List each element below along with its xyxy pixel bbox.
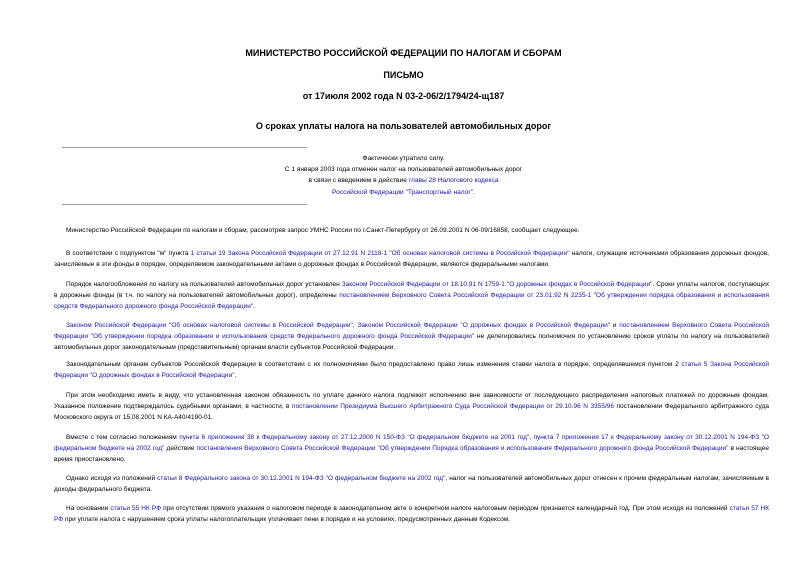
- paragraph: [54, 432, 769, 465]
- document-link[interactable]: Законом Российской Федерации от 18.10.91 N 1759-1 "О дорожных фондах в Российской Федерации": [341, 281, 653, 288]
- paragraph-text: .: [234, 372, 237, 379]
- status-note-line3: [0, 175, 807, 186]
- document-type: ПИСЬМО: [383, 70, 424, 80]
- paragraph-text: при отсутствии прямого указания о налоговом периоде в законодательном акте о конкретном налоге налоговым периодом признается календарный год. При этом исходя из положений: [161, 505, 730, 512]
- transport-tax-link[interactable]: Российской Федерации "Транспортный налог": [332, 188, 474, 196]
- document-link[interactable]: постановлением Верховного Совета Российской Федерации "Об утверждении порядка образования и использования средств Федерального дорожного фонда Российской Федерации": [54, 322, 770, 340]
- status-note-line4-suffix: .: [473, 188, 475, 196]
- paragraph-text: В соответствии с подпунктом "м" пункта: [66, 250, 191, 257]
- top-divider: [62, 147, 307, 148]
- document-link[interactable]: пункта 6 приложения 38 к Федеральному закону от 27.12.2000 N 150-ФЗ "О федеральном бюджете на 2001 год": [179, 434, 530, 441]
- paragraph-text: Вместе с тем согласно положениям: [66, 434, 180, 441]
- status-note-line2: С 1 января 2003 года отменен налог на пользователей автомобильных дорог: [284, 166, 523, 174]
- paragraph-text: При этом необходимо иметь в виду, что установленная законом обязанность по уплате данного налога подлежит исполнению вне зависимости от последующего распределения налоговых платежей по дорожным фондам. Указанное положение подтверждалось судебными органами, в частности, в: [54, 392, 769, 410]
- paragraph-text: постановлении Федерального арбитражного суда Московского округа от 15.08.2001 N КА-А40/4190-01.: [54, 403, 769, 421]
- document-link[interactable]: статьи 5 Закона Российской Федерации "О дорожных фондах в Российской Федерации": [54, 361, 769, 379]
- paragraph-text: Однако исходя из положений: [66, 475, 158, 482]
- document-link[interactable]: Законом Российской Федерации "Об основах налоговой системы в Российской Федерации": [66, 322, 353, 329]
- status-note-line3-text: в связи с введением в действие: [308, 177, 409, 185]
- paragraph-text: . Сроки уплаты налогов, поступающих в дорожные фонды (в т.ч. по налогу на пользователей автомобильных дорог), определены: [54, 281, 769, 299]
- document-link[interactable]: пункта 7 приложения 17 к Федеральному закону от 30.12.2001 N 194-ФЗ "О федеральном бюджете на 2002 год": [54, 434, 769, 452]
- status-note-line1: Фактически утратило силу.: [362, 155, 445, 162]
- paragraph-text: ,: [529, 434, 534, 441]
- paragraph: [54, 503, 769, 525]
- paragraph: [54, 279, 769, 312]
- paragraph-text: не делегировались полномочия по установлению сроков уплаты по налогу на пользователей автомобильных дорог законодательным (представительным) органам власти субъектов Российской Федерации.: [54, 333, 769, 351]
- paragraph: [54, 390, 769, 423]
- document-link[interactable]: статьи 57 НК РФ: [54, 505, 769, 523]
- bottom-divider: [62, 204, 307, 205]
- paragraph-text: Законодательным органам субъектов Российской Федерации в соответствии с их полномочиями было предоставлено право лишь изменения ставки налога в порядке, определявшемся пунктом 2: [66, 361, 682, 368]
- document-link[interactable]: статьи 55 НК РФ: [110, 505, 162, 512]
- paragraph-text: Порядок налогообложения по налогу на пользователей автомобильных дорог установлен: [66, 281, 342, 288]
- paragraph: [54, 248, 769, 270]
- paragraph: [54, 225, 769, 236]
- document-link[interactable]: статьи 8 Федерального закона от 30.12.2001 N 194-ФЗ "О федеральном бюджете на 2002 год": [157, 475, 446, 482]
- paragraph-text: Министерство Российской Федерации по налогам и сборам, рассмотрев запрос УМНС России по г.Санкт-Петербургу от 26.09.2001 N 06-09/16858, сообщает следующее.: [66, 227, 580, 234]
- document-link[interactable]: 1 статьи 19 Закона Российской Федерации от 27.12.91 N 2118-1 "Об основах налоговой системы в Российской Федерации": [190, 250, 570, 257]
- ministry-title: МИНИСТЕРСТВО РОССИЙСКОЙ ФЕДЕРАЦИИ ПО НАЛОГАМ И СБОРАМ: [245, 48, 562, 58]
- document-date-number: от 17июля 2002 года N 03-2-06/2/1794/24-щ187: [302, 91, 505, 101]
- document-link[interactable]: постановлением Верховного Совета Российской Федерации от 23.01.92 N 2235-1 "Об утверждении порядка образования и использования средств Федерального дорожного фонда Российской Федерации": [54, 292, 769, 310]
- document-subject: О сроках уплаты налога на пользователей автомобильных дорог: [255, 121, 552, 131]
- document-link[interactable]: постановлении Президиума Высшего Арбитражного Суда Российской Федерации от 29.10.96 N 3355/96: [292, 403, 614, 410]
- paragraph: [54, 473, 769, 495]
- status-note-line4: [0, 187, 807, 198]
- paragraph-text: .: [253, 303, 256, 310]
- paragraph-text: ,: [352, 322, 358, 329]
- paragraph-text: при уплате налога с нарушением срока уплаты налогоплательщик уплачивает пени в порядке и на условиях, предусмотренных данным Кодексом.: [63, 516, 511, 523]
- paragraph-text: действие: [164, 445, 197, 452]
- status-note: [0, 153, 807, 198]
- document-link[interactable]: Законом Российской Федерации "О дорожных фондах в Российской Федерации": [357, 322, 611, 329]
- paragraph: [54, 359, 769, 381]
- paragraph-text: , налог на пользователей автомобильных дорог отнесен к прочим федеральным налогам, зачисляемым в доходы федерального бюджета.: [54, 475, 769, 493]
- tax-code-chapter-28-link[interactable]: главы 28 Налогового кодекса: [408, 177, 499, 185]
- paragraph-text: в настоящее время приостановлено.: [54, 445, 770, 463]
- paragraph-text: На основании: [66, 505, 111, 512]
- paragraph: [54, 320, 769, 353]
- paragraph-text: и: [610, 322, 620, 329]
- paragraph-text: налоги, служащие источниками образования дорожных фондов, зачисляемые в эти фонды в порядке, определяемом законодательными актами о дорожных фондах в Российской Федерации, являются федеральными налогами.: [54, 250, 769, 268]
- document-link[interactable]: постановления Верховного Совета Российской Федерации "Об утверждении Порядка образования и использования Федерального дорожного фонда Российской Федерации": [196, 445, 729, 452]
